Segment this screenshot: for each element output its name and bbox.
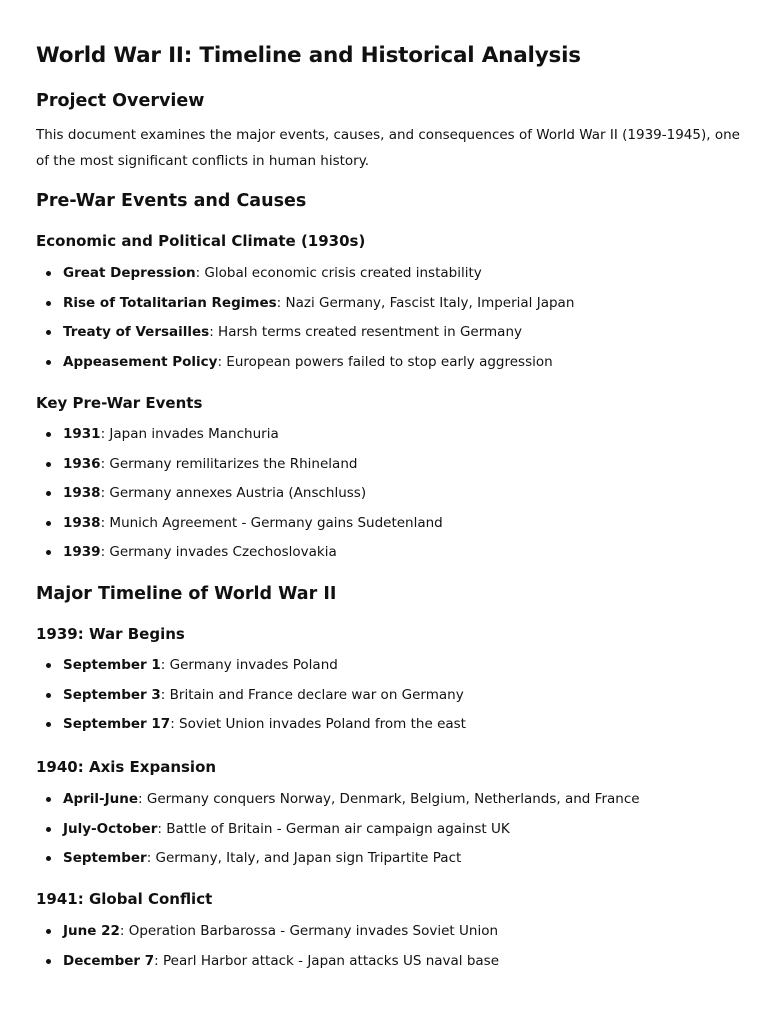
list-item-description: : Soviet Union invades Poland from the east — [170, 716, 466, 733]
list-item — [36, 454, 736, 474]
bullet-icon — [46, 856, 51, 861]
list-item-term: September 1 — [63, 657, 161, 673]
list-item — [36, 513, 736, 533]
bullet-icon — [46, 959, 51, 964]
list-item-term: 1938 — [63, 514, 101, 531]
prewar-heading: Pre-War Events and Causes — [36, 191, 307, 211]
list-item-description: : Britain and France declare war on Germany — [160, 686, 464, 703]
bullet-icon — [46, 462, 51, 467]
list-item — [36, 921, 736, 941]
list-item-description: : Germany remilitarizes the Rhineland — [100, 455, 358, 472]
bullet-icon — [46, 693, 51, 698]
list-item-term: 1931 — [63, 426, 101, 442]
overview-paragraph: This document examines the major events, causes, and consequences of World War II (1939-1945), one of the most significant conflicts in human history. — [36, 127, 740, 169]
list-item-description: : Pearl Harbor attack - Japan attacks US naval base — [154, 952, 500, 969]
list-item-term: 1936 — [63, 455, 101, 472]
list-item-description: : European powers failed to stop early aggression — [217, 353, 553, 370]
list-item-term: September 3 — [63, 686, 161, 703]
list-item — [36, 352, 736, 372]
bullet-icon — [46, 827, 51, 832]
list-item-term: 1939 — [63, 544, 101, 561]
list-item — [36, 789, 736, 809]
year-1939-heading: 1939: War Begins — [36, 625, 185, 643]
list-item-term: June 22 — [63, 923, 120, 939]
list-item-description: : Nazi Germany, Fascist Italy, Imperial Japan — [276, 294, 575, 311]
bullet-icon — [46, 271, 51, 276]
list-item — [36, 951, 736, 971]
list-item — [36, 685, 736, 705]
list-item-term: Treaty of Versailles — [63, 324, 210, 341]
list-item — [36, 542, 736, 562]
bullet-icon — [46, 360, 51, 365]
timeline-heading: Major Timeline of World War II — [36, 584, 337, 604]
list-item-description: : Germany annexes Austria (Anschluss) — [100, 485, 367, 502]
year-1940-heading: 1940: Axis Expansion — [36, 758, 217, 776]
list-item-description: : Germany invades Poland — [160, 657, 338, 673]
bullet-icon — [46, 330, 51, 335]
prewar-events-heading: Key Pre-War Events — [36, 394, 203, 412]
bullet-icon — [46, 929, 51, 934]
list-item — [36, 819, 736, 839]
bullet-icon — [46, 722, 51, 727]
list-item-description: : Japan invades Manchuria — [100, 426, 279, 442]
bullet-icon — [46, 550, 51, 555]
list-item-term: Appeasement Policy — [63, 353, 218, 370]
list-item — [36, 714, 736, 734]
list-item-term: September — [63, 850, 147, 867]
list-item-description: : Global economic crisis created instability — [195, 265, 482, 281]
list-item — [36, 655, 736, 675]
prewar-events-list — [36, 424, 736, 572]
year-1941-list — [36, 921, 736, 980]
list-item — [36, 293, 736, 313]
list-item — [36, 424, 736, 444]
list-item — [36, 322, 736, 342]
list-item-term: April-June — [63, 791, 139, 807]
year-1939-list — [36, 655, 736, 744]
document-title: World War II: Timeline and Historical Analysis — [36, 43, 581, 68]
list-item-term: Great Depression — [63, 265, 196, 281]
bullet-icon — [46, 797, 51, 802]
list-item — [36, 263, 736, 283]
climate-list — [36, 263, 736, 381]
list-item-description: : Operation Barbarossa - Germany invades Soviet Union — [119, 923, 499, 939]
list-item-description: : Germany, Italy, and Japan sign Tripartite Pact — [146, 850, 462, 867]
list-item-description: : Germany conquers Norway, Denmark, Belgium, Netherlands, and France — [138, 791, 640, 807]
list-item-description: : Munich Agreement - Germany gains Sudetenland — [100, 514, 443, 531]
overview-heading: Project Overview — [36, 91, 205, 111]
bullet-icon — [46, 301, 51, 306]
bullet-icon — [46, 521, 51, 526]
bullet-icon — [46, 491, 51, 496]
bullet-icon — [46, 432, 51, 437]
year-1940-list — [36, 789, 736, 878]
list-item-term: July-October — [63, 820, 158, 837]
list-item — [36, 483, 736, 503]
list-item — [36, 848, 736, 868]
list-item-term: 1938 — [63, 485, 101, 502]
list-item-description: : Harsh terms created resentment in Germany — [209, 324, 522, 341]
bullet-icon — [46, 663, 51, 668]
list-item-description: : Battle of Britain - German air campaign against UK — [157, 820, 510, 837]
list-item-term: September 17 — [63, 716, 171, 733]
year-1941-heading: 1941: Global Conflict — [36, 890, 213, 908]
list-item-term: December 7 — [63, 952, 155, 969]
list-item-term: Rise of Totalitarian Regimes — [63, 294, 277, 311]
list-item-description: : Germany invades Czechoslovakia — [100, 544, 337, 561]
climate-heading: Economic and Political Climate (1930s) — [36, 232, 366, 250]
